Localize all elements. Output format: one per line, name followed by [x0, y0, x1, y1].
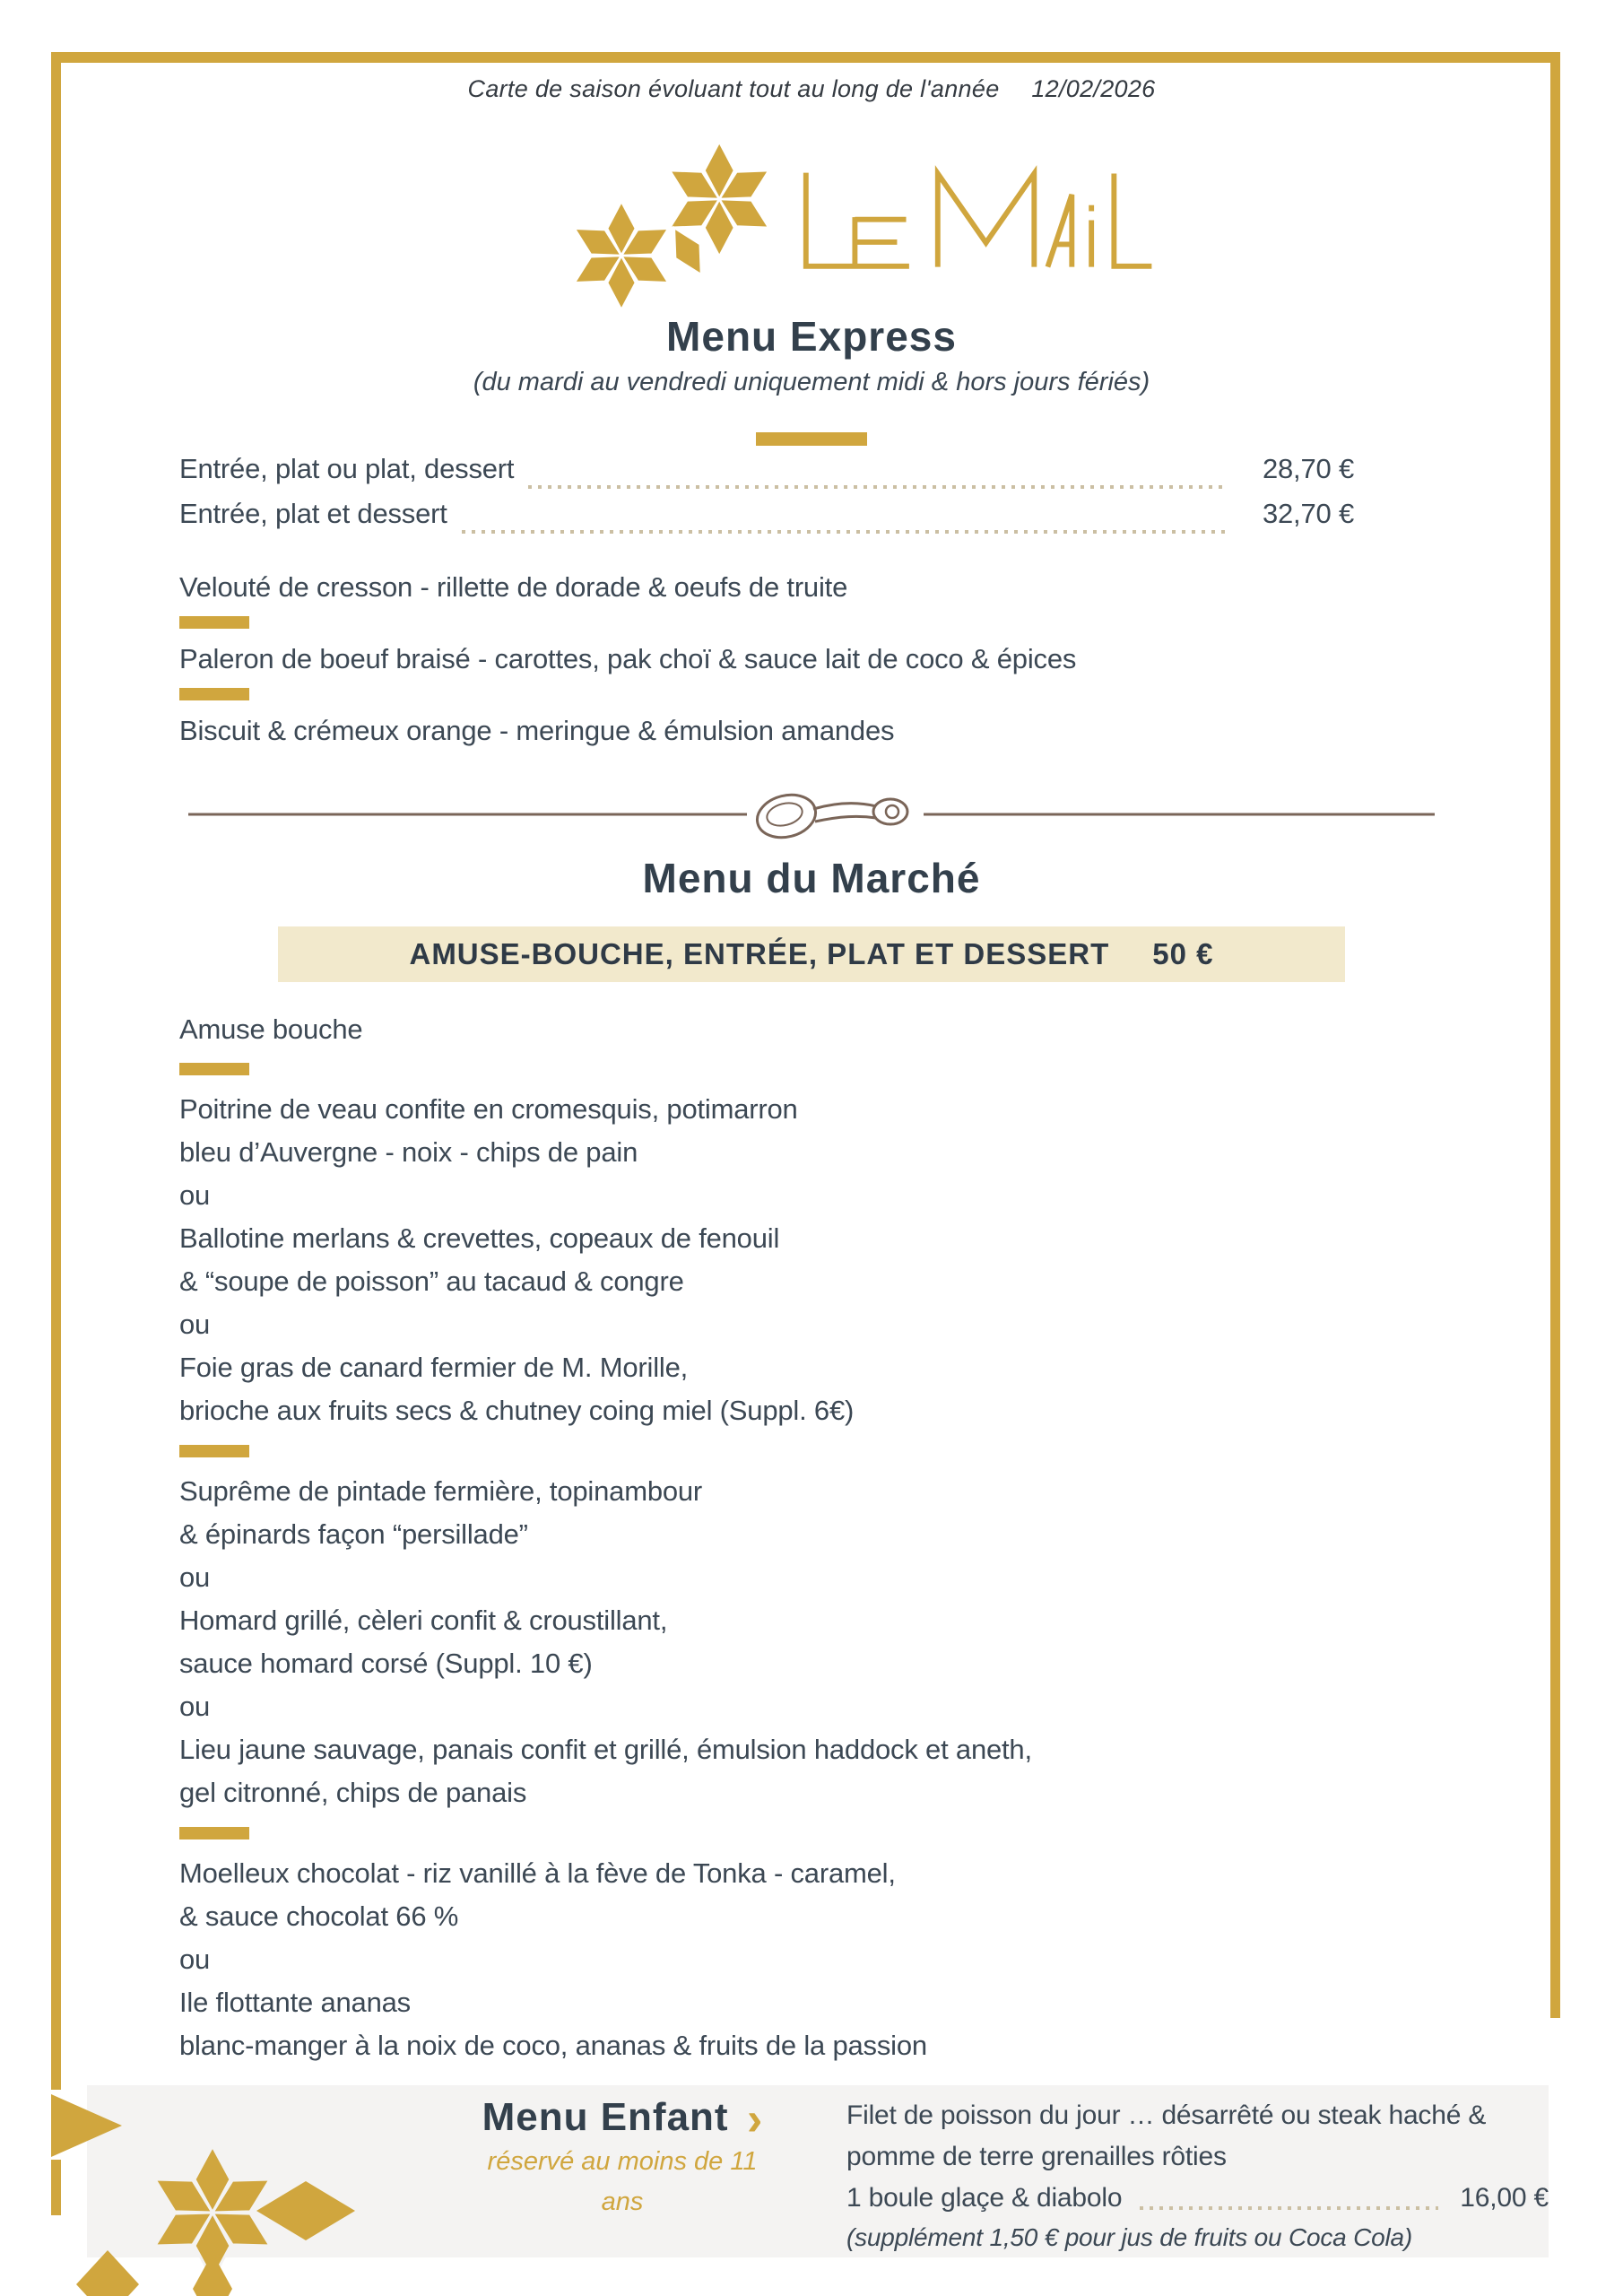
menu-marche-title: Menu du Marché	[642, 855, 981, 901]
enfant-supplement-note: (supplément 1,50 € pour jus de fruits ou Coca Cola)	[846, 2223, 1413, 2251]
menu-enfant-note-ans: ans	[601, 2187, 644, 2216]
formula-price: 32,70 €	[1262, 498, 1354, 529]
menu-line: & sauce chocolat 66 %	[179, 1900, 459, 1932]
menu-line: bleu d’Auvergne - noix - chips de pain	[179, 1136, 638, 1168]
menu-line: Ile flottante ananas	[179, 1987, 411, 2018]
express-formulas	[179, 453, 1354, 543]
formula-row	[179, 453, 1354, 498]
dotted-leader	[528, 485, 1225, 489]
menu-line: Homard grillé, cèleri confit & croustillant,	[179, 1605, 668, 1636]
spoon-icon	[752, 789, 907, 844]
banner-label: AMUSE-BOUCHE, ENTRÉE, PLAT ET DESSERT	[409, 937, 1110, 970]
formula-label: Entrée, plat ou plat, dessert	[179, 453, 515, 484]
amuse-bouche: Amuse bouche	[179, 1013, 363, 1045]
marche-entrees	[179, 1088, 1488, 1432]
express-plat: Paleron de boeuf braisé - carottes, pak choï & sauce lait de coco & épices	[179, 643, 1077, 674]
menu-line: ou	[179, 1179, 211, 1211]
banner-price: 50 €	[1152, 937, 1214, 970]
menu-line: & “soupe de poisson” au tacaud & congre	[179, 1265, 684, 1297]
menu-enfant-left	[353, 2095, 891, 2217]
menu-line: Lieu jaune sauvage, panais confit et grillé, émulsion haddock et aneth,	[179, 1734, 1032, 1765]
spoon-divider	[184, 782, 1439, 845]
course-divider	[179, 688, 249, 700]
menu-line: blanc-manger à la noix de coco, ananas & fruits de la passion	[179, 2030, 927, 2061]
menu-line: Foie gras de canard fermier de M. Morille,	[179, 1352, 689, 1383]
menu-enfant-items	[846, 2095, 1549, 2257]
enfant-dish-line: pomme de terre grenailles rôties	[846, 2142, 1227, 2171]
express-courses	[179, 567, 1488, 752]
frame-top-border	[51, 52, 1560, 63]
course-divider	[179, 1827, 249, 1839]
formula-row	[179, 498, 1354, 543]
menu-line: sauce homard corsé (Suppl. 10 €)	[179, 1648, 593, 1679]
le-mail-logo	[538, 124, 1157, 312]
course-divider	[179, 616, 249, 629]
season-note	[0, 75, 1623, 103]
center-divider	[756, 432, 867, 446]
menu-line: Poitrine de veau confite en cromesquis, potimarron	[179, 1093, 798, 1125]
marche-plats	[179, 1470, 1488, 1814]
menu-line: Suprême de pintade fermière, topinambour	[179, 1475, 703, 1507]
dotted-leader	[462, 530, 1225, 534]
menu-enfant-note: réservé au moins de 11	[487, 2147, 758, 2176]
menu-line: & épinards façon “persillade”	[179, 1518, 528, 1550]
menu-line: brioche aux fruits secs & chutney coing miel (Suppl. 6€)	[179, 1395, 855, 1426]
menu-line: ou	[179, 1944, 211, 1975]
enfant-dish-line: 1 boule glaçe & diabolo	[846, 2183, 1123, 2213]
course-divider	[179, 1063, 249, 1075]
formula-label: Entrée, plat et dessert	[179, 498, 447, 529]
marche-body	[179, 1009, 1488, 2067]
menu-line: Ballotine merlans & crevettes, copeaux de fenouil	[179, 1222, 780, 1254]
course-divider	[179, 1445, 249, 1457]
menu-enfant-title: Menu Enfant	[482, 2095, 729, 2139]
menu-line: ou	[179, 1309, 211, 1340]
formula-price: 28,70 €	[1262, 453, 1354, 484]
marche-banner	[278, 926, 1345, 982]
enfant-price-row	[846, 2178, 1549, 2219]
express-dessert: Biscuit & crémeux orange - meringue & émulsion amandes	[179, 715, 895, 746]
dotted-leader	[1140, 2206, 1438, 2210]
menu-line: ou	[179, 1691, 211, 1722]
menu-line: Moelleux chocolat - riz vanillé à la fève de Tonka - caramel,	[179, 1857, 896, 1889]
express-entree: Velouté de cresson - rillette de dorade & oeufs de truite	[179, 571, 848, 603]
season-note-text: Carte de saison évoluant tout au long de l'année	[467, 75, 1000, 102]
menu-express-subtitle: (du mardi au vendredi uniquement midi & hors jours fériés)	[473, 368, 1150, 396]
enfant-price: 16,00 €	[1460, 2183, 1549, 2213]
menu-date: 12/02/2026	[1031, 75, 1156, 102]
menu-express-title: Menu Express	[666, 313, 957, 360]
menu-line: gel citronné, chips de panais	[179, 1777, 527, 1808]
chevron-right-icon: ›	[747, 2093, 763, 2145]
enfant-dish-line: Filet de poisson du jour … désarrêté ou steak haché &	[846, 2100, 1487, 2130]
le-mail-wordmark	[806, 173, 1152, 267]
menu-line: ou	[179, 1561, 211, 1593]
diamond-star-logo-icon	[538, 124, 1157, 312]
